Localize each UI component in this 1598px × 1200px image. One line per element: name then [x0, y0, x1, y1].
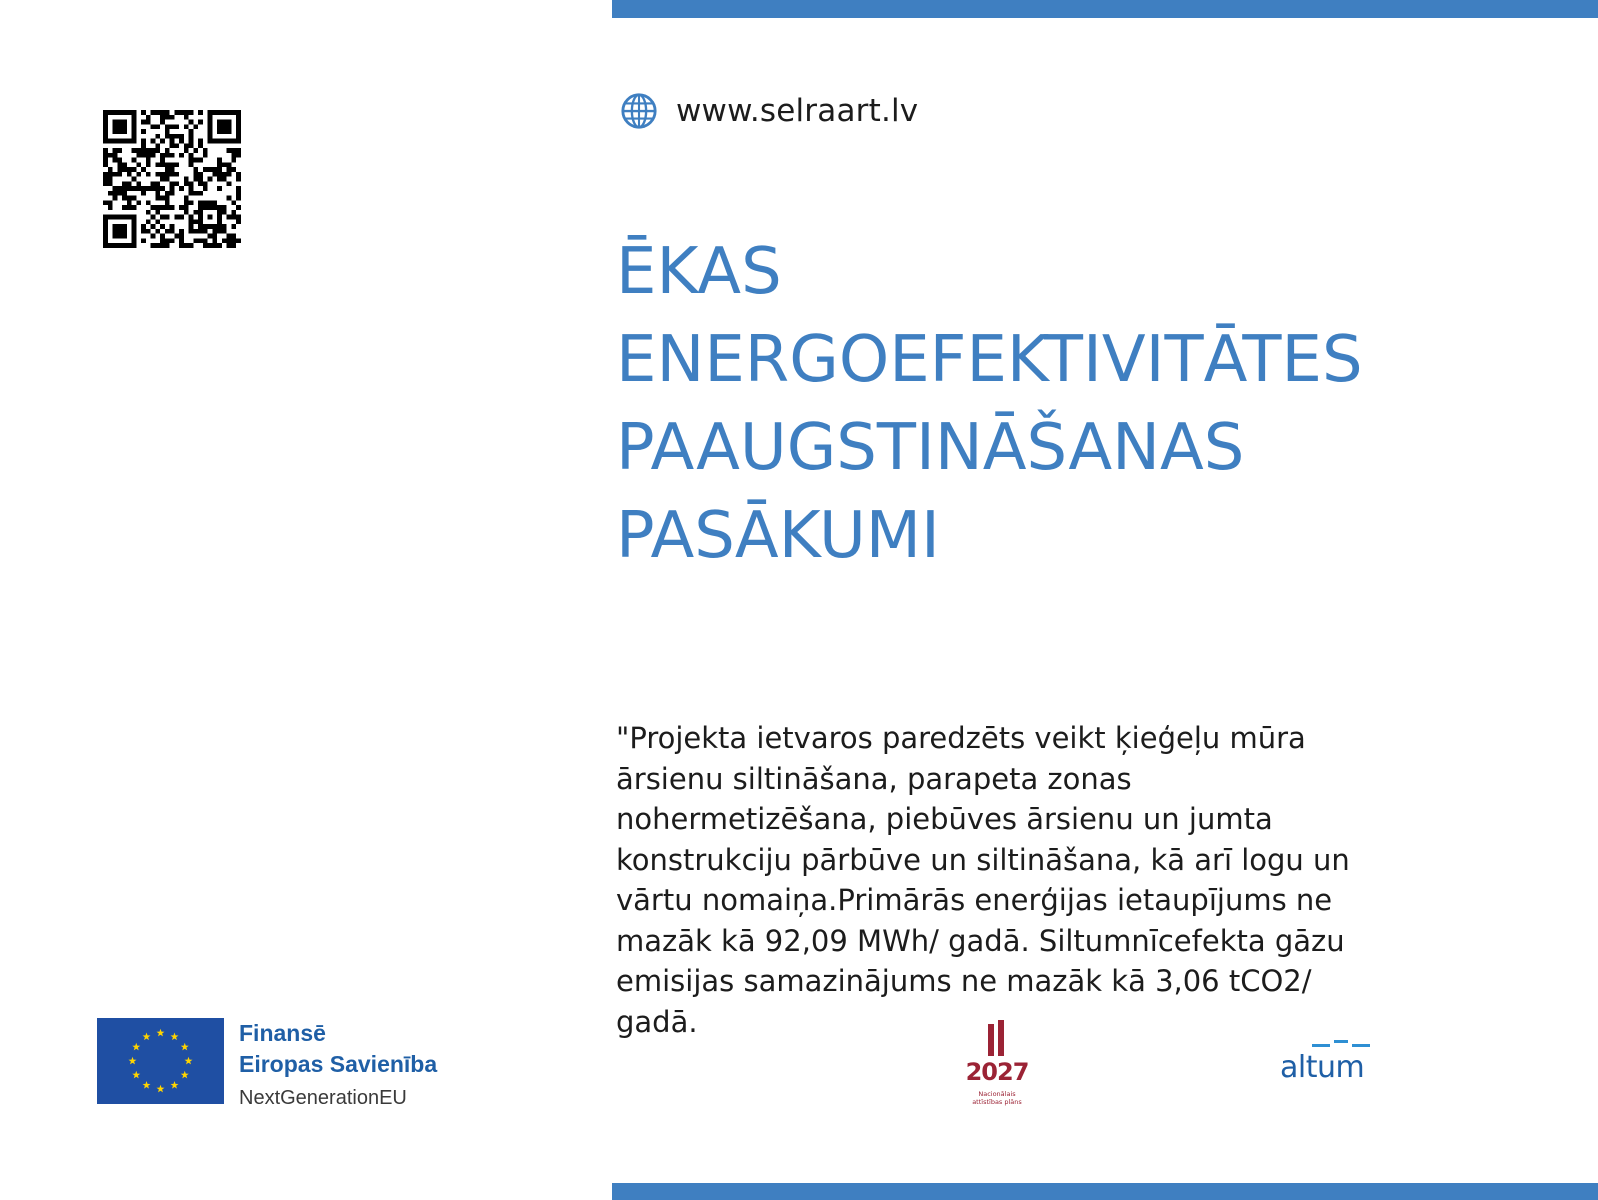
title-line: PASĀKUMI — [616, 499, 940, 573]
npa-year: 2027 — [965, 1058, 1029, 1086]
globe-icon — [620, 92, 658, 130]
description-line: nohermetizēšana, piebūves ārsienu un jumta — [616, 802, 1273, 836]
npa-subtitle-line: Nacionālais — [978, 1090, 1016, 1098]
description-line: emisijas samazinājums ne mazāk kā 3,06 tCO2/ — [616, 964, 1312, 998]
altum-logo — [1280, 1040, 1380, 1088]
title-line: ENERGOEFEKTIVITĀTES — [616, 323, 1363, 397]
description-line: gadā. — [616, 1004, 698, 1039]
eu-program-label: NextGenerationEU — [239, 1087, 407, 1109]
eu-funding-logo — [97, 1018, 437, 1114]
page-title — [616, 228, 1576, 580]
title-line: ĒKAS — [616, 235, 782, 309]
bottom-accent-bar — [612, 1183, 1598, 1200]
top-accent-bar — [612, 0, 1598, 18]
eu-flag-icon — [97, 1018, 224, 1104]
description-line: mazāk kā 92,09 MWh/ gadā. Siltumnīcefekta gāzu — [616, 923, 1345, 958]
website-url[interactable]: www.selraart.lv — [676, 93, 919, 129]
description-line: vārtu nomaiņa.Primārās enerģijas ietaupījums ne — [616, 883, 1333, 917]
altum-wordmark: altum — [1280, 1050, 1365, 1085]
npa-subtitle — [960, 1090, 1034, 1106]
description-line: "Projekta ietvaros paredzēts veikt ķieģeļu mūra — [616, 721, 1306, 755]
description-line: ārsienu siltināšana, parapeta zonas — [616, 761, 1132, 796]
website-link[interactable] — [620, 92, 918, 130]
description-line: konstrukciju pārbūve un siltināšana, kā arī logu un — [616, 842, 1350, 877]
qr-code-icon — [103, 110, 241, 248]
national-development-plan-logo — [960, 1020, 1034, 1108]
eu-union-label: Eiropas Savienība — [239, 1051, 438, 1077]
title-line: PAAUGSTINĀŠANAS — [616, 411, 1245, 485]
project-description — [616, 718, 1416, 1042]
npa-subtitle-line: attīstības plāns — [972, 1098, 1022, 1106]
altum-dashes-icon — [1312, 1040, 1372, 1048]
eu-funded-label: Finansē — [239, 1020, 326, 1046]
npa-bars-icon — [960, 1020, 1034, 1060]
